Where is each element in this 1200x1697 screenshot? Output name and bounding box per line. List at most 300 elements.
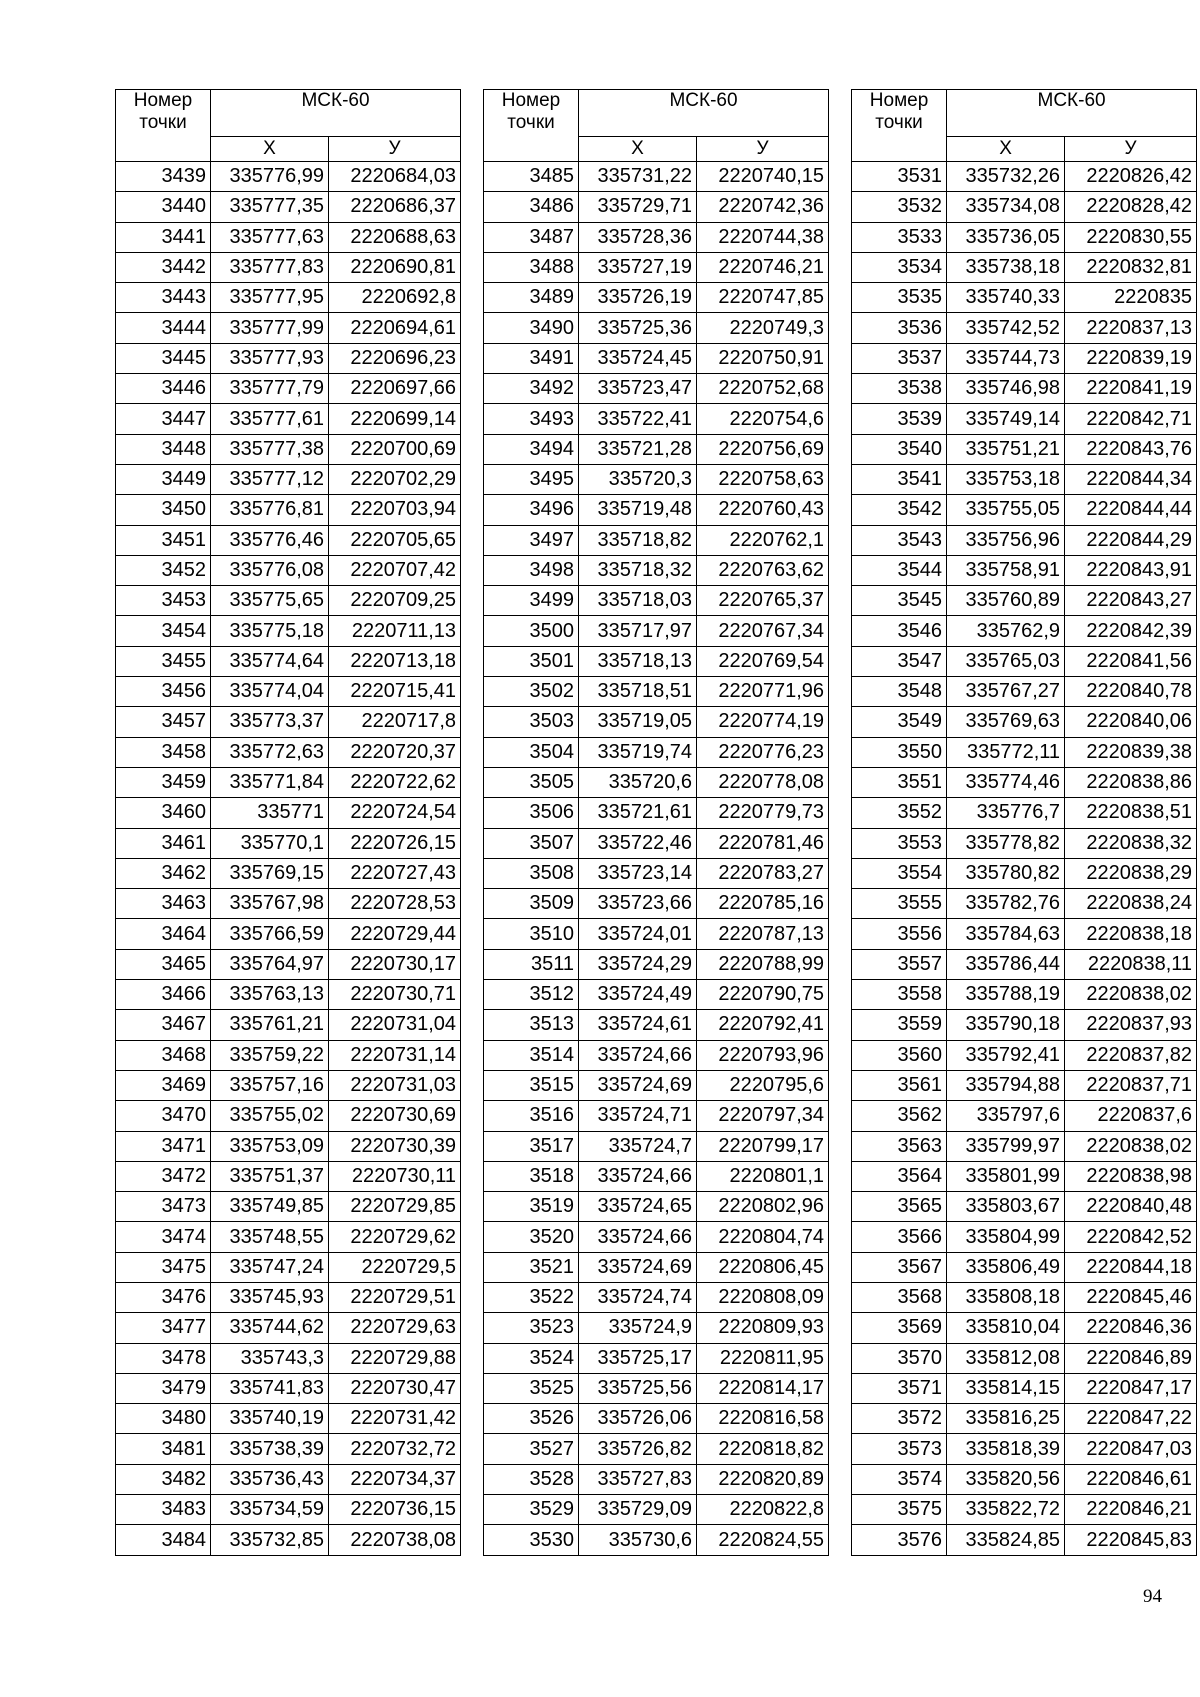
point-number-cell: 3491 (484, 343, 579, 373)
table-row (116, 343, 461, 373)
table-row (116, 1131, 461, 1161)
point-number-cell: 3531 (852, 162, 947, 192)
point-number-cell: 3489 (484, 283, 579, 313)
point-number-cell: 3573 (852, 1434, 947, 1464)
point-number-cell: 3574 (852, 1464, 947, 1494)
table-row (484, 555, 829, 585)
coordinate-table-3 (851, 89, 1197, 1556)
table-row (116, 1373, 461, 1403)
x-coordinate-cell: 335718,82 (579, 525, 697, 555)
y-coordinate-cell: 2220705,65 (329, 525, 461, 555)
x-coordinate-cell: 335776,81 (211, 495, 329, 525)
x-coordinate-cell: 335776,7 (947, 798, 1065, 828)
x-coordinate-cell: 335744,73 (947, 343, 1065, 373)
point-number-cell: 3461 (116, 828, 211, 858)
table-row (852, 1464, 1197, 1494)
point-number-cell: 3486 (484, 192, 579, 222)
table-row (852, 646, 1197, 676)
point-number-cell: 3488 (484, 252, 579, 282)
x-coordinate-cell: 335740,33 (947, 283, 1065, 313)
y-coordinate-cell: 2220731,03 (329, 1070, 461, 1100)
y-coordinate-cell: 2220758,63 (697, 464, 829, 494)
table-row (852, 616, 1197, 646)
x-coordinate-cell: 335777,95 (211, 283, 329, 313)
point-number-cell: 3453 (116, 586, 211, 616)
table-row (852, 283, 1197, 313)
y-coordinate-cell: 2220692,8 (329, 283, 461, 313)
point-number-cell: 3466 (116, 980, 211, 1010)
x-coordinate-cell: 335803,67 (947, 1192, 1065, 1222)
y-coordinate-cell: 2220720,37 (329, 737, 461, 767)
x-coordinate-cell: 335751,21 (947, 434, 1065, 464)
y-coordinate-cell: 2220765,37 (697, 586, 829, 616)
x-coordinate-cell: 335778,82 (947, 828, 1065, 858)
point-number-cell: 3513 (484, 1010, 579, 1040)
point-number-cell: 3450 (116, 495, 211, 525)
point-number-cell: 3556 (852, 919, 947, 949)
table-row (116, 737, 461, 767)
y-coordinate-cell: 2220841,56 (1065, 646, 1197, 676)
table-row (852, 949, 1197, 979)
y-coordinate-cell: 2220732,72 (329, 1434, 461, 1464)
point-number-cell: 3508 (484, 858, 579, 888)
y-coordinate-cell: 2220816,58 (697, 1404, 829, 1434)
y-coordinate-cell: 2220769,54 (697, 646, 829, 676)
point-number-cell: 3493 (484, 404, 579, 434)
table-row (116, 1192, 461, 1222)
point-number-cell: 3544 (852, 555, 947, 585)
table-row (852, 525, 1197, 555)
table-row (116, 192, 461, 222)
y-coordinate-cell: 2220844,44 (1065, 495, 1197, 525)
y-coordinate-cell: 2220838,98 (1065, 1161, 1197, 1191)
table-row (484, 1252, 829, 1282)
table-row (852, 677, 1197, 707)
point-number-cell: 3451 (116, 525, 211, 555)
y-coordinate-cell: 2220802,96 (697, 1192, 829, 1222)
point-number-cell: 3539 (852, 404, 947, 434)
y-coordinate-cell: 2220790,75 (697, 980, 829, 1010)
table-row (116, 495, 461, 525)
y-coordinate-cell: 2220728,53 (329, 889, 461, 919)
x-coordinate-cell: 335777,99 (211, 313, 329, 343)
y-coordinate-cell: 2220837,93 (1065, 1010, 1197, 1040)
x-coordinate-cell: 335736,43 (211, 1464, 329, 1494)
point-number-header-line2: точки (875, 112, 923, 133)
x-header: Х (579, 137, 697, 162)
point-number-cell: 3563 (852, 1131, 947, 1161)
y-coordinate-cell: 2220839,19 (1065, 343, 1197, 373)
table-row (484, 1373, 829, 1403)
table-row (484, 313, 829, 343)
table-row (852, 495, 1197, 525)
x-coordinate-cell: 335726,06 (579, 1404, 697, 1434)
x-coordinate-cell: 335801,99 (947, 1161, 1065, 1191)
y-coordinate-cell: 2220847,17 (1065, 1373, 1197, 1403)
y-coordinate-cell: 2220838,51 (1065, 798, 1197, 828)
x-coordinate-cell: 335771 (211, 798, 329, 828)
point-number-cell: 3496 (484, 495, 579, 525)
y-coordinate-cell: 2220847,22 (1065, 1404, 1197, 1434)
table-row (484, 1101, 829, 1131)
table-row (116, 828, 461, 858)
x-header: Х (947, 137, 1065, 162)
y-coordinate-cell: 2220697,66 (329, 374, 461, 404)
table-row (484, 343, 829, 373)
y-coordinate-cell: 2220774,19 (697, 707, 829, 737)
point-number-cell: 3484 (116, 1525, 211, 1555)
table-row (116, 980, 461, 1010)
x-coordinate-cell: 335724,69 (579, 1252, 697, 1282)
y-coordinate-cell: 2220840,78 (1065, 677, 1197, 707)
x-coordinate-cell: 335724,65 (579, 1192, 697, 1222)
y-coordinate-cell: 2220783,27 (697, 858, 829, 888)
y-coordinate-cell: 2220729,44 (329, 919, 461, 949)
x-coordinate-cell: 335732,26 (947, 162, 1065, 192)
table-row (116, 252, 461, 282)
x-coordinate-cell: 335727,19 (579, 252, 697, 282)
table-row (484, 1434, 829, 1464)
y-coordinate-cell: 2220729,85 (329, 1192, 461, 1222)
x-coordinate-cell: 335755,02 (211, 1101, 329, 1131)
x-coordinate-cell: 335729,09 (579, 1495, 697, 1525)
y-coordinate-cell: 2220843,91 (1065, 555, 1197, 585)
point-number-cell: 3472 (116, 1161, 211, 1191)
table-row (484, 464, 829, 494)
point-number-cell: 3498 (484, 555, 579, 585)
point-number-cell: 3546 (852, 616, 947, 646)
x-coordinate-cell: 335810,04 (947, 1313, 1065, 1343)
x-coordinate-cell: 335776,99 (211, 162, 329, 192)
point-number-cell: 3457 (116, 707, 211, 737)
x-coordinate-cell: 335723,14 (579, 858, 697, 888)
x-coordinate-cell: 335724,7 (579, 1131, 697, 1161)
table-row (852, 1525, 1197, 1555)
y-coordinate-cell: 2220840,48 (1065, 1192, 1197, 1222)
point-number-cell: 3490 (484, 313, 579, 343)
y-coordinate-cell: 2220837,71 (1065, 1070, 1197, 1100)
x-coordinate-cell: 335718,03 (579, 586, 697, 616)
y-coordinate-cell: 2220779,73 (697, 798, 829, 828)
y-coordinate-cell: 2220729,63 (329, 1313, 461, 1343)
y-coordinate-cell: 2220795,6 (697, 1070, 829, 1100)
point-number-cell: 3553 (852, 828, 947, 858)
point-number-cell: 3558 (852, 980, 947, 1010)
table-row (852, 313, 1197, 343)
x-coordinate-cell: 335724,49 (579, 980, 697, 1010)
x-coordinate-cell: 335777,61 (211, 404, 329, 434)
point-number-cell: 3441 (116, 222, 211, 252)
x-coordinate-cell: 335738,39 (211, 1434, 329, 1464)
y-coordinate-cell: 2220822,8 (697, 1495, 829, 1525)
table-row (116, 1404, 461, 1434)
y-coordinate-cell: 2220828,42 (1065, 192, 1197, 222)
point-number-cell: 3509 (484, 889, 579, 919)
table-row (484, 949, 829, 979)
table-row (852, 1282, 1197, 1312)
point-number-cell: 3502 (484, 677, 579, 707)
x-coordinate-cell: 335806,49 (947, 1252, 1065, 1282)
point-number-cell: 3529 (484, 1495, 579, 1525)
x-coordinate-cell: 335818,39 (947, 1434, 1065, 1464)
table-row (116, 616, 461, 646)
y-coordinate-cell: 2220806,45 (697, 1252, 829, 1282)
table-row (852, 1101, 1197, 1131)
point-number-cell: 3471 (116, 1131, 211, 1161)
coord-system-header: МСК-60 (211, 90, 461, 137)
table-row (484, 646, 829, 676)
table-row (852, 919, 1197, 949)
y-coordinate-cell: 2220730,71 (329, 980, 461, 1010)
point-number-cell: 3512 (484, 980, 579, 1010)
table-row (116, 222, 461, 252)
point-number-cell: 3454 (116, 616, 211, 646)
table-row (852, 1192, 1197, 1222)
point-number-cell: 3501 (484, 646, 579, 676)
y-coordinate-cell: 2220747,85 (697, 283, 829, 313)
y-coordinate-cell: 2220729,62 (329, 1222, 461, 1252)
point-number-cell: 3476 (116, 1282, 211, 1312)
point-number-cell: 3468 (116, 1040, 211, 1070)
table-row (852, 404, 1197, 434)
point-number-cell: 3467 (116, 1010, 211, 1040)
table-row (484, 404, 829, 434)
y-coordinate-cell: 2220844,18 (1065, 1252, 1197, 1282)
x-coordinate-cell: 335777,35 (211, 192, 329, 222)
table-row (484, 889, 829, 919)
y-coordinate-cell: 2220688,63 (329, 222, 461, 252)
x-coordinate-cell: 335777,63 (211, 222, 329, 252)
y-coordinate-cell: 2220785,16 (697, 889, 829, 919)
table-row (116, 1040, 461, 1070)
point-number-cell: 3555 (852, 889, 947, 919)
x-coordinate-cell: 335773,37 (211, 707, 329, 737)
x-coordinate-cell: 335762,9 (947, 616, 1065, 646)
table-row (484, 767, 829, 797)
x-coordinate-cell: 335799,97 (947, 1131, 1065, 1161)
point-number-cell: 3487 (484, 222, 579, 252)
x-coordinate-cell: 335724,71 (579, 1101, 697, 1131)
point-number-cell: 3452 (116, 555, 211, 585)
y-coordinate-cell: 2220838,02 (1065, 1131, 1197, 1161)
table-row (852, 798, 1197, 828)
point-number-header-line1: Номер (133, 90, 193, 111)
y-coordinate-cell: 2220842,52 (1065, 1222, 1197, 1252)
y-coordinate-cell: 2220814,17 (697, 1373, 829, 1403)
x-coordinate-cell: 335742,52 (947, 313, 1065, 343)
x-coordinate-cell: 335732,85 (211, 1525, 329, 1555)
y-coordinate-cell: 2220809,93 (697, 1313, 829, 1343)
table-row (852, 1131, 1197, 1161)
page-number: 94 (1143, 1586, 1162, 1607)
point-number-cell: 3559 (852, 1010, 947, 1040)
table-row (116, 1010, 461, 1040)
point-number-cell: 3447 (116, 404, 211, 434)
point-number-cell: 3500 (484, 616, 579, 646)
table-row (484, 707, 829, 737)
table-row (116, 1495, 461, 1525)
table-row (484, 192, 829, 222)
x-coordinate-cell: 335777,83 (211, 252, 329, 282)
x-coordinate-cell: 335814,15 (947, 1373, 1065, 1403)
table-row (116, 404, 461, 434)
table-row (852, 1373, 1197, 1403)
point-number-cell: 3510 (484, 919, 579, 949)
x-coordinate-cell: 335734,59 (211, 1495, 329, 1525)
point-number-cell: 3576 (852, 1525, 947, 1555)
point-number-header-line2: точки (139, 112, 187, 133)
x-coordinate-cell: 335724,29 (579, 949, 697, 979)
point-number-cell: 3526 (484, 1404, 579, 1434)
x-coordinate-cell: 335729,71 (579, 192, 697, 222)
table-row (484, 1161, 829, 1191)
table-row (116, 555, 461, 585)
point-number-cell: 3462 (116, 858, 211, 888)
x-coordinate-cell: 335797,6 (947, 1101, 1065, 1131)
table-row (484, 798, 829, 828)
point-number-cell: 3530 (484, 1525, 579, 1555)
x-coordinate-cell: 335725,17 (579, 1343, 697, 1373)
table-row (116, 586, 461, 616)
y-coordinate-cell: 2220729,5 (329, 1252, 461, 1282)
y-coordinate-cell: 2220846,36 (1065, 1313, 1197, 1343)
table-row (116, 1252, 461, 1282)
x-coordinate-cell: 335780,82 (947, 858, 1065, 888)
x-coordinate-cell: 335753,18 (947, 464, 1065, 494)
y-coordinate-cell: 2220838,24 (1065, 889, 1197, 919)
table-row (852, 858, 1197, 888)
table-row (484, 1131, 829, 1161)
y-coordinate-cell: 2220752,68 (697, 374, 829, 404)
point-number-cell: 3442 (116, 252, 211, 282)
y-coordinate-cell: 2220826,42 (1065, 162, 1197, 192)
x-coordinate-cell: 335760,89 (947, 586, 1065, 616)
table-row (116, 646, 461, 676)
point-number-cell: 3528 (484, 1464, 579, 1494)
point-number-cell: 3524 (484, 1343, 579, 1373)
table-row (484, 222, 829, 252)
y-coordinate-cell: 2220736,15 (329, 1495, 461, 1525)
point-number-cell: 3565 (852, 1192, 947, 1222)
x-coordinate-cell: 335725,36 (579, 313, 697, 343)
point-number-cell: 3444 (116, 313, 211, 343)
x-coordinate-cell: 335786,44 (947, 949, 1065, 979)
point-number-cell: 3459 (116, 767, 211, 797)
table-body (116, 162, 461, 1556)
table-row (484, 1313, 829, 1343)
x-coordinate-cell: 335721,61 (579, 798, 697, 828)
table-row (116, 707, 461, 737)
x-coordinate-cell: 335722,41 (579, 404, 697, 434)
point-number-cell: 3554 (852, 858, 947, 888)
point-number-cell: 3536 (852, 313, 947, 343)
table-row (852, 343, 1197, 373)
table-row (852, 889, 1197, 919)
table-row (852, 1040, 1197, 1070)
table-row (116, 1282, 461, 1312)
y-coordinate-cell: 2220742,36 (697, 192, 829, 222)
x-coordinate-cell: 335788,19 (947, 980, 1065, 1010)
x-coordinate-cell: 335719,74 (579, 737, 697, 767)
point-number-cell: 3445 (116, 343, 211, 373)
x-coordinate-cell: 335741,83 (211, 1373, 329, 1403)
point-number-cell: 3562 (852, 1101, 947, 1131)
table-row (116, 1313, 461, 1343)
y-coordinate-cell: 2220838,29 (1065, 858, 1197, 888)
y-header: У (1065, 137, 1197, 162)
x-coordinate-cell: 335736,05 (947, 222, 1065, 252)
x-coordinate-cell: 335755,05 (947, 495, 1065, 525)
point-number-cell: 3482 (116, 1464, 211, 1494)
table-row (116, 1101, 461, 1131)
y-coordinate-cell: 2220744,38 (697, 222, 829, 252)
y-coordinate-cell: 2220835 (1065, 283, 1197, 313)
table-row (484, 1404, 829, 1434)
y-coordinate-cell: 2220824,55 (697, 1525, 829, 1555)
point-number-cell: 3542 (852, 495, 947, 525)
point-number-cell: 3449 (116, 464, 211, 494)
coordinate-tables (115, 89, 1197, 1556)
x-coordinate-cell: 335753,09 (211, 1131, 329, 1161)
table-row (484, 283, 829, 313)
point-number-cell: 3518 (484, 1161, 579, 1191)
point-number-cell: 3497 (484, 525, 579, 555)
y-coordinate-cell: 2220844,34 (1065, 464, 1197, 494)
x-coordinate-cell: 335761,21 (211, 1010, 329, 1040)
coordinate-table-2 (483, 89, 829, 1556)
y-coordinate-cell: 2220838,18 (1065, 919, 1197, 949)
x-coordinate-cell: 335746,98 (947, 374, 1065, 404)
point-number-cell: 3494 (484, 434, 579, 464)
point-number-cell: 3550 (852, 737, 947, 767)
table-row (484, 1464, 829, 1494)
y-coordinate-cell: 2220731,14 (329, 1040, 461, 1070)
y-coordinate-cell: 2220707,42 (329, 555, 461, 585)
point-number-cell: 3534 (852, 252, 947, 282)
point-number-cell: 3560 (852, 1040, 947, 1070)
y-coordinate-cell: 2220713,18 (329, 646, 461, 676)
point-number-cell: 3473 (116, 1192, 211, 1222)
y-coordinate-cell: 2220738,08 (329, 1525, 461, 1555)
x-coordinate-cell: 335726,82 (579, 1434, 697, 1464)
table-row (116, 162, 461, 192)
point-number-cell: 3492 (484, 374, 579, 404)
table-row (852, 222, 1197, 252)
y-coordinate-cell: 2220842,71 (1065, 404, 1197, 434)
y-coordinate-cell: 2220722,62 (329, 767, 461, 797)
x-coordinate-cell: 335721,28 (579, 434, 697, 464)
y-coordinate-cell: 2220799,17 (697, 1131, 829, 1161)
point-number-cell: 3568 (852, 1282, 947, 1312)
table-row (852, 1252, 1197, 1282)
x-coordinate-cell: 335728,36 (579, 222, 697, 252)
x-coordinate-cell: 335775,65 (211, 586, 329, 616)
table-row (116, 464, 461, 494)
y-coordinate-cell: 2220696,23 (329, 343, 461, 373)
x-coordinate-cell: 335777,12 (211, 464, 329, 494)
y-coordinate-cell: 2220838,86 (1065, 767, 1197, 797)
coordinate-table-1 (115, 89, 461, 1556)
y-coordinate-cell: 2220711,13 (329, 616, 461, 646)
point-number-cell: 3523 (484, 1313, 579, 1343)
point-number-cell: 3541 (852, 464, 947, 494)
table-row (116, 889, 461, 919)
point-number-cell: 3571 (852, 1373, 947, 1403)
y-coordinate-cell: 2220841,19 (1065, 374, 1197, 404)
point-number-cell: 3505 (484, 767, 579, 797)
point-number-cell: 3464 (116, 919, 211, 949)
x-coordinate-cell: 335718,51 (579, 677, 697, 707)
